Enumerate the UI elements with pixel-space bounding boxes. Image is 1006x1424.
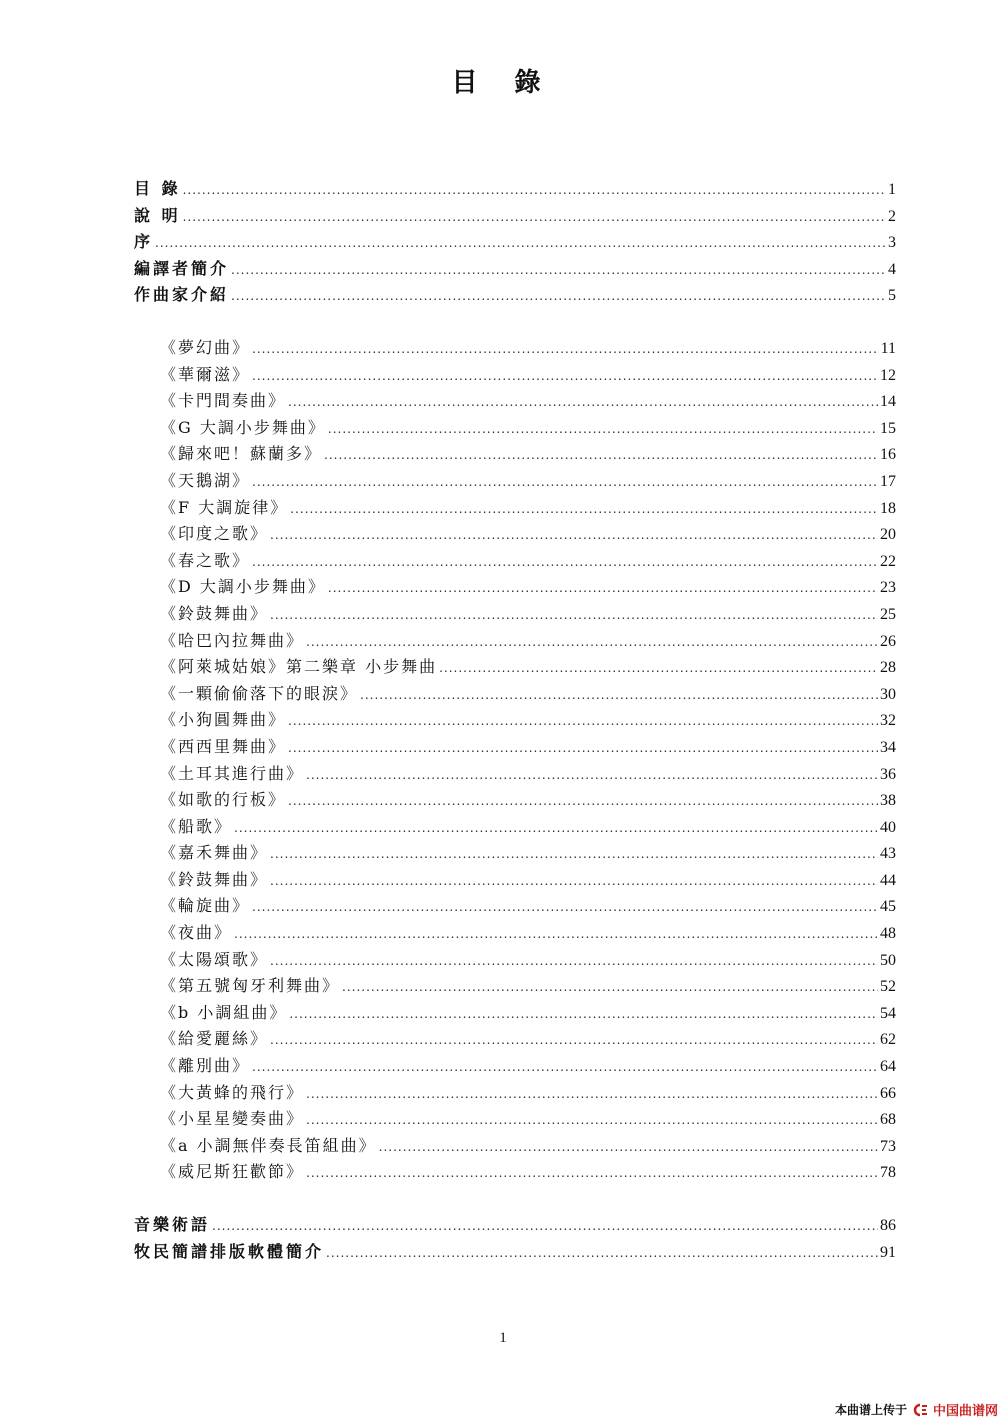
dot-leader [231,283,886,310]
toc-entry-label: 《太陽頌歌》 [160,949,269,969]
toc-entry-label: 《嘉禾舞曲》 [160,843,269,863]
toc-entry-page: 40 [880,818,896,836]
toc-entry-label: 編譯者簡介 [134,258,230,278]
toc-entry-label: 《阿萊城姑娘》第二樂章 小步舞曲 [160,657,438,677]
dot-leader [252,363,878,390]
toc-entry[interactable] [160,840,896,867]
toc-entry-label: 《D 大調小步舞曲》 [160,577,326,597]
toc-entry-label: 《b 小調組曲》 [160,1002,288,1022]
toc-entry[interactable] [160,468,896,495]
toc-entry-label: 《小狗圓舞曲》 [160,710,287,730]
dot-leader [306,1160,878,1187]
toc-entry-label: 《a 小調無伴奏長笛組曲》 [160,1135,377,1155]
dot-leader [328,575,878,602]
dot-leader [252,336,879,363]
toc-entry-page: 50 [880,951,896,969]
toc-entry-page: 38 [880,792,896,810]
toc-entry-label: 《印度之歌》 [160,524,269,544]
toc-entry-page: 5 [888,287,896,305]
dot-leader [252,469,878,496]
toc-entry-page: 16 [880,446,896,464]
dot-leader [290,496,878,523]
toc-entry[interactable] [160,415,896,442]
dot-leader [306,762,878,789]
toc-entry-label: 《夜曲》 [160,923,233,943]
dot-leader [270,1027,878,1054]
toc-entry-label: 說 明 [134,205,181,225]
toc-entry-page: 48 [880,925,896,943]
toc-entry-page: 12 [880,366,896,384]
toc-entry[interactable] [160,441,896,468]
dot-leader [288,788,878,815]
toc-entry[interactable] [160,521,896,548]
toc-entry-page: 17 [880,472,896,490]
toc-entry[interactable] [160,574,896,601]
toc-entry-page: 18 [880,499,896,517]
footer-watermark [835,1400,998,1419]
toc-entry-label: 《一顆偷偷落下的眼淚》 [160,683,359,703]
toc-entry-label: 《離別曲》 [160,1056,251,1076]
toc-entry[interactable] [160,761,896,788]
dot-leader [231,257,886,284]
toc-entry-page: 2 [888,207,896,225]
toc-entry-page: 78 [880,1164,896,1182]
toc-entry-page: 36 [880,765,896,783]
toc-entry-label: 《第五號匈牙利舞曲》 [160,976,341,996]
toc-entry-label: 《F 大調旋律》 [160,497,289,517]
toc-entry[interactable] [160,947,896,974]
toc-entry-label: 目 錄 [134,179,181,198]
toc-entry[interactable] [160,1053,896,1080]
toc-entry[interactable] [160,1000,896,1027]
toc-entry[interactable] [134,1239,896,1266]
toc-entry-label: 《如歌的行板》 [160,790,287,810]
toc-entry[interactable] [160,707,896,734]
dot-leader [379,1134,878,1161]
dot-leader [326,1240,878,1267]
toc-entry[interactable] [160,787,896,814]
toc-entry[interactable] [160,973,896,1000]
toc-entry-page: 43 [880,845,896,863]
toc-entry[interactable] [160,388,896,415]
dot-leader [288,389,878,416]
dot-leader [270,948,878,975]
toc-entry-page: 25 [880,605,896,623]
dot-leader [270,522,878,549]
toc-entry-label: 《威尼斯狂歡節》 [160,1162,305,1182]
toc-entry[interactable] [160,548,896,575]
toc-entry[interactable] [160,920,896,947]
toc-entry-page: 1 [888,181,896,198]
page-title: 目 錄 [451,68,555,98]
toc-entry-label: 《大黃蜂的飛行》 [160,1082,305,1102]
toc-entry[interactable] [160,814,896,841]
site-logo-icon [911,1403,929,1417]
toc-entry-page: 66 [880,1084,896,1102]
toc-entry-page: 54 [880,1004,896,1022]
toc-appendix-section [134,1212,896,1265]
toc-entry-page: 14 [880,393,896,411]
toc-entry[interactable] [160,734,896,761]
toc-entry-page: 73 [880,1137,896,1155]
toc-entry-label: 《華爾滋》 [160,364,251,384]
toc-entry[interactable] [160,628,896,655]
dot-leader [360,682,878,709]
toc-entry-label: 《船歌》 [160,816,233,836]
toc-entry[interactable] [160,681,896,708]
toc-entry[interactable] [134,176,896,203]
toc-entry[interactable] [160,1080,896,1107]
toc-entry[interactable] [134,256,896,283]
dot-leader [288,708,878,735]
toc-main-section [134,176,896,309]
dot-leader [328,416,878,443]
toc-entry-page: 23 [880,579,896,597]
dot-leader [234,815,878,842]
toc-entry[interactable] [160,362,896,389]
toc-entry[interactable] [160,495,896,522]
dot-leader [155,230,886,257]
toc-entry[interactable] [160,867,896,894]
toc-entry-page: 64 [880,1058,896,1076]
toc-entry-label: 《西西里舞曲》 [160,736,287,756]
toc-entry[interactable] [160,601,896,628]
toc-entry-label: 《小星星變奏曲》 [160,1109,305,1129]
toc-entry[interactable] [134,1212,896,1239]
dot-leader [270,602,878,629]
dot-leader [324,442,878,469]
toc-entry-label: 《土耳其進行曲》 [160,763,305,783]
toc-entry-page: 4 [888,260,896,278]
toc-entry-label: 《卡門間奏曲》 [160,391,287,411]
toc-entry[interactable] [160,1133,896,1160]
dot-leader [252,1054,878,1081]
toc-entry-page: 91 [880,1243,896,1261]
toc-entry-page: 45 [880,898,896,916]
toc-entry-page: 52 [880,978,896,996]
toc-entry-label: 《歸來吧！蘇蘭多》 [160,444,323,464]
toc-entry-label: 《春之歌》 [160,550,251,570]
toc-entry[interactable] [160,1026,896,1053]
toc-entry-label: 《夢幻曲》 [160,338,251,357]
toc-entry-page: 34 [880,738,896,756]
toc-entry[interactable] [160,335,896,362]
toc-entry-page: 28 [880,659,896,677]
toc-entry-label: 《鈴鼓舞曲》 [160,869,269,889]
footer-text: 本曲谱上传于 [834,1403,907,1417]
toc-entry-page: 15 [880,419,896,437]
toc-entry[interactable] [160,1159,896,1186]
toc-entry-label: 作曲家介紹 [134,285,230,305]
dot-leader [183,177,886,204]
page-number: 1 [499,1330,507,1346]
toc-entry[interactable] [134,229,896,256]
toc-entry-label: 《哈巴內拉舞曲》 [160,630,305,650]
toc-entry-label: 牧民簡譜排版軟體簡介 [134,1241,325,1261]
toc-entry-label: 《天鵝湖》 [160,470,251,490]
dot-leader [183,204,886,231]
dot-leader [234,921,878,948]
toc-entry-page: 22 [880,552,896,570]
dot-leader [306,1107,878,1134]
toc-entry-page: 20 [880,526,896,544]
dot-leader [439,655,878,682]
toc-entry-page: 11 [880,340,896,357]
toc-entry[interactable] [160,1106,896,1133]
toc-entry-page: 44 [880,871,896,889]
toc-pieces-section [160,335,896,1186]
dot-leader [288,735,878,762]
toc-entry-page: 62 [880,1031,896,1049]
toc-entry-label: 《輪旋曲》 [160,896,251,916]
dot-leader [270,841,878,868]
toc-entry[interactable] [160,893,896,920]
dot-leader [252,549,878,576]
toc-entry-label: 《給愛麗絲》 [160,1029,269,1049]
toc-entry-page: 26 [880,632,896,650]
toc-entry-page: 32 [880,712,896,730]
toc-entry-label: 《G 大調小步舞曲》 [160,417,326,437]
toc-entry-page: 30 [880,685,896,703]
toc-entry-page: 68 [880,1111,896,1129]
dot-leader [289,1001,878,1028]
toc-entry[interactable] [134,203,896,230]
toc-entry[interactable] [160,654,896,681]
toc-entry-label: 序 [134,232,154,252]
dot-leader [212,1213,878,1240]
toc-entry-page: 3 [888,234,896,252]
dot-leader [252,894,878,921]
dot-leader [270,868,878,895]
toc-entry-page: 86 [880,1217,896,1234]
toc-entry[interactable] [134,282,896,309]
dot-leader [342,974,878,1001]
footer-site-name: 中国曲谱网 [932,1404,998,1419]
toc-entry-label: 音樂術語 [134,1215,211,1234]
dot-leader [306,629,878,656]
dot-leader [306,1081,878,1108]
toc-entry-label: 《鈴鼓舞曲》 [160,603,269,623]
